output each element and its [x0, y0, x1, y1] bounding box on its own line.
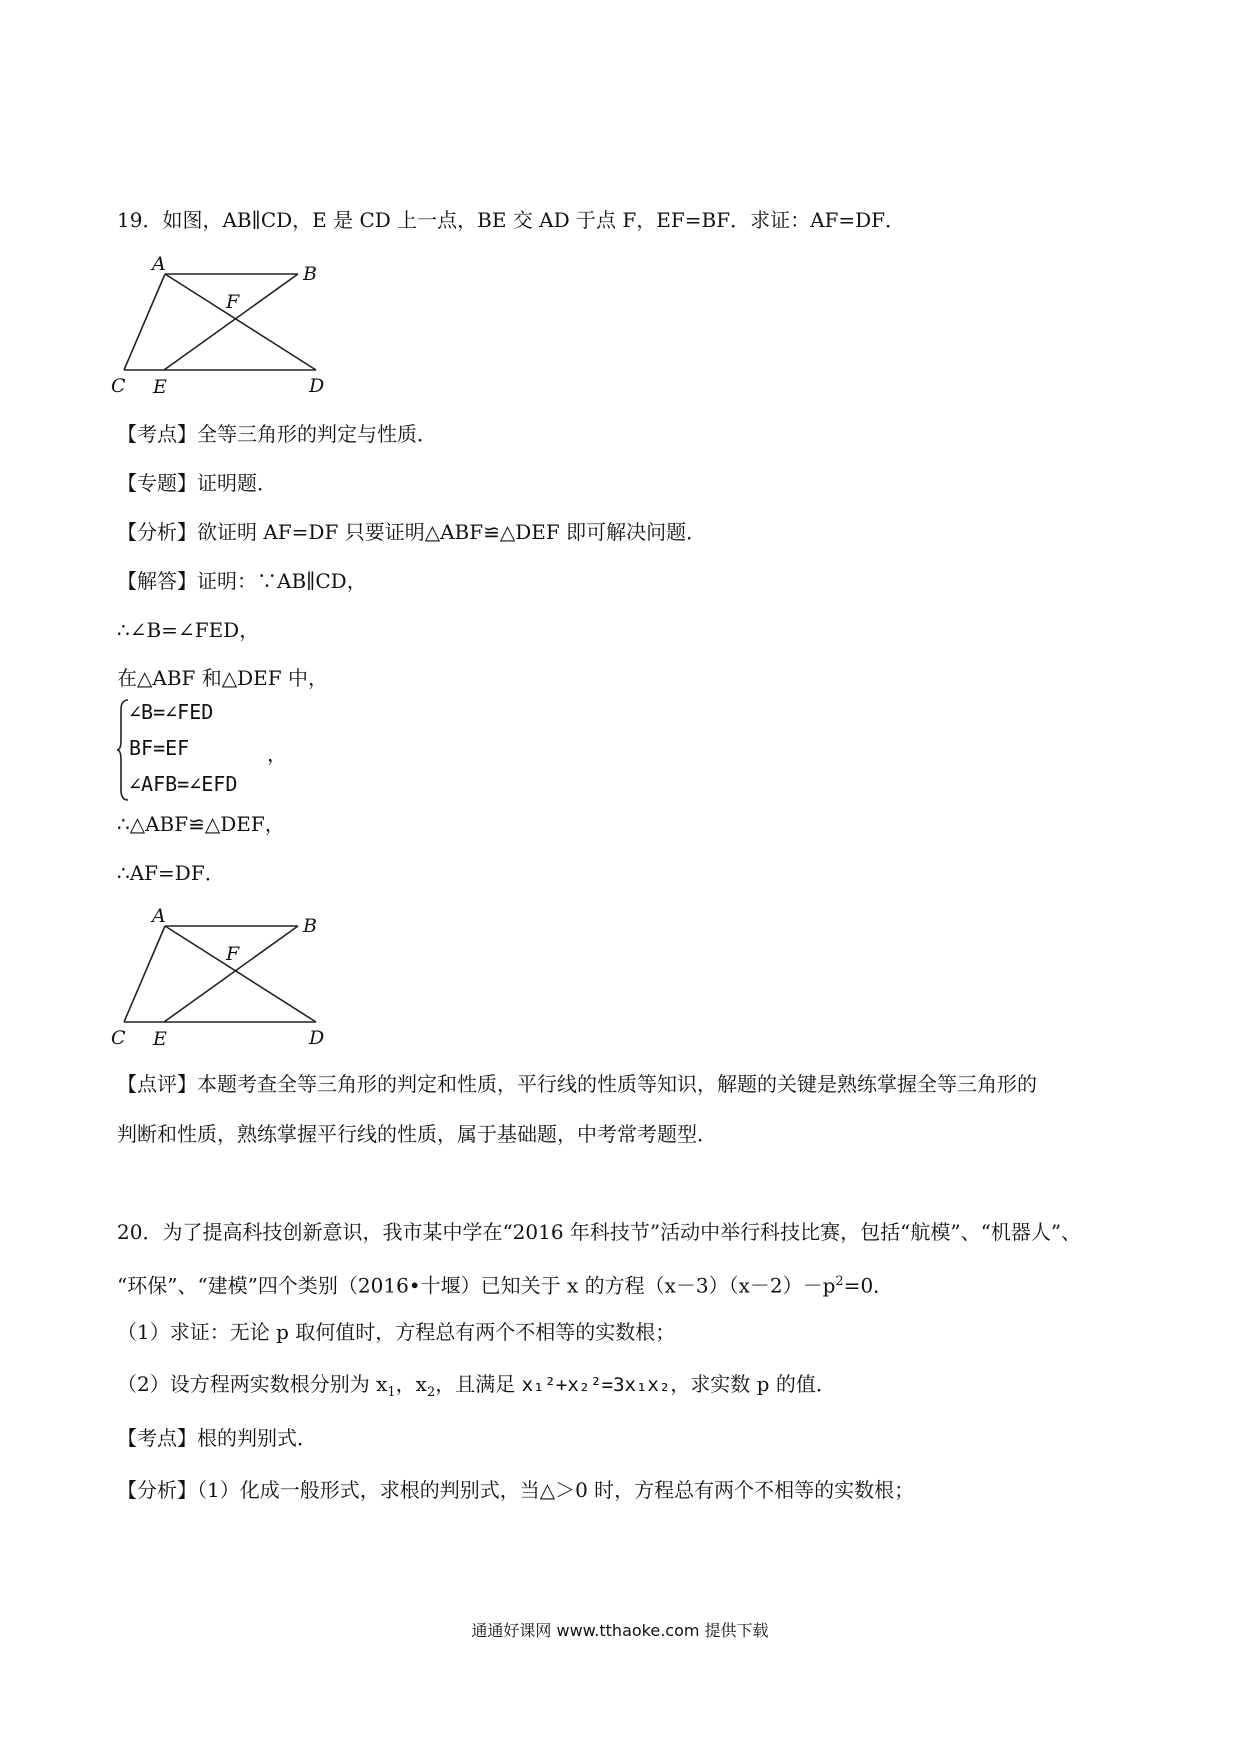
footer: 通通好课网 www.tthaoke.com 提供下载 — [471, 1621, 769, 1640]
label-e: E — [153, 376, 167, 398]
label-a: A — [152, 908, 166, 927]
stem-2b: =0． — [843, 1273, 894, 1298]
tag: 【点评】 — [117, 1072, 197, 1096]
label-d: D — [309, 375, 325, 397]
tag: 【分析】 — [117, 520, 197, 544]
equation-system — [117, 698, 377, 802]
system-row-3: ∠AFB=∠EFD — [129, 772, 238, 796]
tag: 【考点】 — [117, 422, 197, 446]
q19-fenxi — [117, 518, 706, 546]
label-c: C — [111, 1027, 126, 1049]
label-b: B — [303, 915, 317, 937]
label-e: E — [153, 1028, 167, 1050]
q19-kaodian — [117, 420, 437, 448]
part2-c: ，且满足 — [435, 1372, 516, 1396]
kaodian-text: 全等三角形的判定与性质． — [197, 422, 437, 446]
stem-2a: “环保”、“建模”四个类别（2016•十堰）已知关于 x 的方程（x－3）（x－2）－p — [117, 1273, 836, 1298]
tag: 【专题】 — [117, 471, 197, 495]
q20-part1: （1）求证：无论 p 取何值时，方程总有两个不相等的实数根； — [117, 1320, 676, 1344]
tag: 【分析】 — [117, 1478, 197, 1502]
q19-dianping-2: 判断和性质，熟练掌握平行线的性质，属于基础题，中考常考题型． — [117, 1122, 717, 1146]
system-row-1: ∠B=∠FED — [129, 700, 214, 724]
q19-zhuanti — [117, 469, 277, 497]
label-c: C — [111, 375, 126, 397]
label-d: D — [309, 1027, 325, 1049]
q19-step2: 在△ABF 和△DEF 中， — [117, 666, 329, 690]
q19-jieda — [117, 567, 367, 595]
part2-b: ，x — [395, 1372, 427, 1396]
label-b: B — [303, 263, 317, 285]
tag: 【考点】 — [117, 1426, 197, 1450]
q20-stem-1: 20．为了提高科技创新意识，我市某中学在“2016 年科技节”活动中举行科技比赛，包括“航模”、“机器人”、 — [117, 1220, 1082, 1244]
q19-figure-1 — [110, 256, 350, 401]
part2-formula: x₁²+x₂²=3x₁x₂ — [521, 1374, 671, 1396]
q20-kaodian — [117, 1424, 317, 1452]
system-comma: ， — [267, 742, 287, 766]
fenxi-text: 欲证明 AF=DF 只要证明△ABF≌△DEF 即可解决问题． — [197, 520, 707, 544]
fenxi-text: （1）化成一般形式，求根的判别式，当△＞0 时，方程总有两个不相等的实数根； — [197, 1478, 915, 1502]
q19-step3: ∴△ABF≌△DEF， — [117, 812, 285, 836]
q20-part2 — [117, 1370, 836, 1407]
stem-2-sup: 2 — [835, 1274, 844, 1289]
q19-stem: 19．如图，AB∥CD，E 是 CD 上一点，BE 交 AD 于点 F，EF=BF．求证：AF=DF． — [117, 208, 906, 232]
part2-sub2: 2 — [426, 1385, 436, 1400]
q20-fenxi — [117, 1476, 914, 1504]
label-f: F — [226, 291, 240, 313]
q20-stem-2 — [117, 1268, 893, 1300]
dianping-text-1: 本题考查全等三角形的判定和性质，平行线的性质等知识，解题的关键是熟练掌握全等三角形的 — [197, 1072, 1037, 1096]
part2-sub1: 1 — [387, 1385, 396, 1400]
zhuanti-text: 证明题． — [197, 471, 277, 495]
q19-step4: ∴AF=DF． — [117, 861, 225, 885]
part2-d: ，求实数 p 的值． — [670, 1372, 836, 1396]
jieda-text: 证明：∵AB∥CD， — [197, 569, 367, 593]
label-a: A — [152, 256, 166, 275]
q19-figure-2 — [110, 908, 350, 1053]
tag: 【解答】 — [117, 569, 197, 593]
q19-step1: ∴∠B=∠FED， — [117, 618, 260, 642]
part2-a: （2）设方程两实数根分别为 x — [117, 1372, 388, 1396]
system-row-2: BF=EF — [129, 736, 190, 760]
brace-icon — [117, 698, 129, 802]
q19-dianping — [117, 1070, 1037, 1098]
label-f: F — [226, 943, 240, 965]
kaodian-text: 根的判别式． — [197, 1426, 317, 1450]
